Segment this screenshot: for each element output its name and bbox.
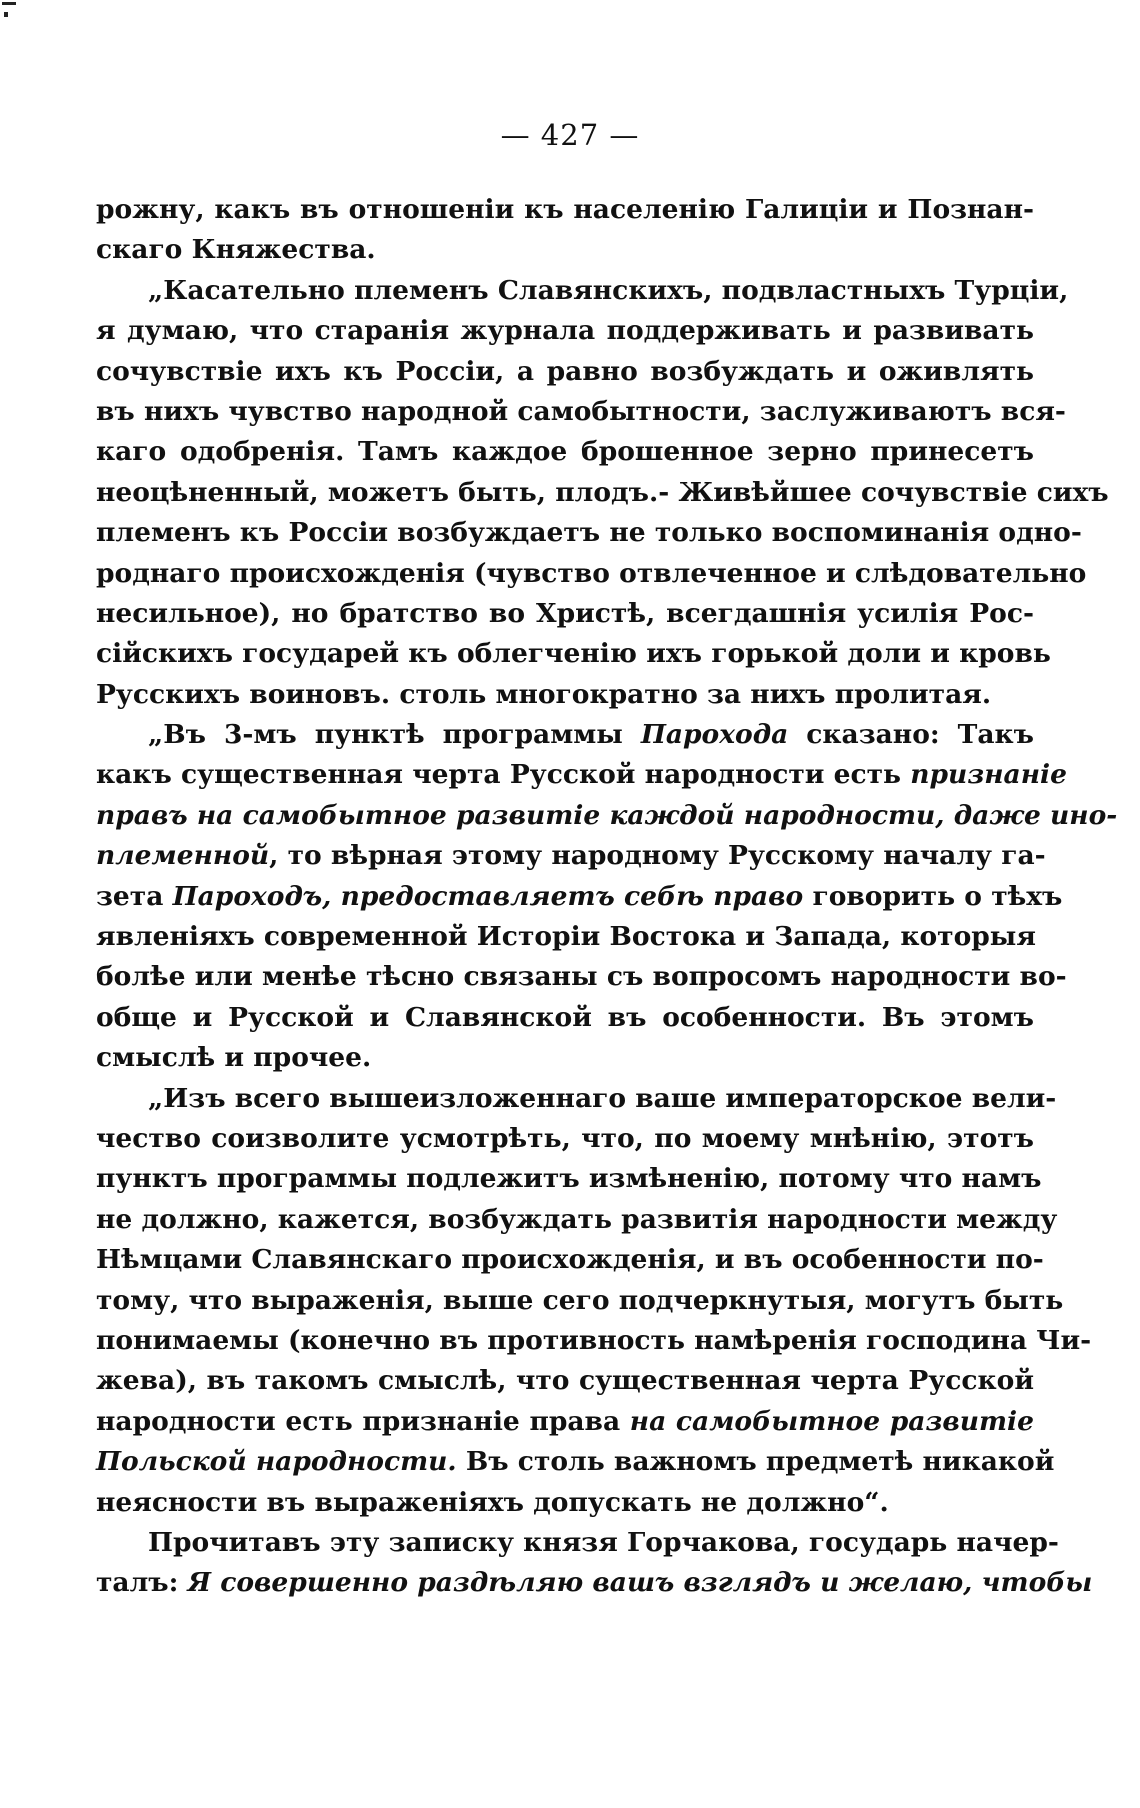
text-run: явленіяхъ современной Исторіи Востока и Запада, которыя — [96, 921, 1036, 953]
text-run: скаго Княжества. — [96, 234, 376, 266]
text-line — [96, 1159, 1042, 1199]
text-line — [96, 432, 1034, 472]
text-line — [96, 473, 1109, 513]
text-line — [96, 594, 1034, 634]
text-line — [96, 877, 1063, 917]
text-run: сійскихъ государей къ облегченію ихъ горькой доли и кровь — [96, 638, 1051, 670]
text-run: неясности въ выраженіяхъ допускать не должно“. — [96, 1486, 889, 1518]
text-line — [96, 1483, 1034, 1523]
text-run: въ нихъ чувство народной самобытности, заслуживаютъ вся- — [96, 395, 1066, 427]
italic-text-run: Я совершенно раздѣляю вашъ взглядъ и желаю, чтобы — [187, 1567, 1093, 1599]
text-run: тому, что выраженія, выше сего подчеркнутыя, могутъ быть — [96, 1284, 1064, 1316]
text-run: Въ столь важномъ предметѣ никакой — [456, 1446, 1055, 1478]
text-run: , то вѣрная этому народному Русскому началу га- — [269, 840, 1046, 872]
scan-speck-top-left-dot — [4, 12, 8, 17]
text-line — [96, 352, 1034, 392]
text-line — [96, 392, 1066, 432]
text-line — [96, 1402, 1034, 1442]
page-number: — 427 — — [500, 118, 640, 152]
text-run: какъ существенная черта Русской народности есть — [96, 759, 911, 791]
text-run: зета — [96, 880, 173, 912]
scan-speck-top-left — [2, 2, 16, 5]
text-run: не должно, кажется, возбуждать развитія народности между — [96, 1203, 1058, 1235]
text-run: Нѣмцами Славянскаго происхожденія, и въ особенности по- — [96, 1244, 1044, 1276]
text-line — [96, 998, 1034, 1038]
text-run: Прочитавъ эту записку князя Горчакова, государь начер- — [148, 1526, 1059, 1558]
text-line — [96, 1523, 1059, 1563]
text-line — [96, 715, 1034, 755]
text-line — [96, 1240, 1044, 1280]
text-line — [96, 836, 1046, 876]
text-run: обще и Русской и Славянской въ особенности. Въ этомъ — [96, 1001, 1034, 1033]
italic-text-run: Пароходъ, предоставляетъ себѣ право — [172, 880, 804, 912]
text-line — [96, 634, 1051, 674]
italic-text-run: Польской народности. — [96, 1446, 457, 1478]
text-run: Русскихъ воиновъ. столь многократно за нихъ пролитая. — [96, 678, 992, 710]
text-run: „Касательно племенъ Славянскихъ, подвластныхъ Турціи, — [148, 274, 1069, 306]
italic-text-run: на самобытное развитіе — [629, 1405, 1034, 1437]
text-line — [96, 1200, 1058, 1240]
text-line — [96, 1442, 1055, 1482]
text-line — [96, 796, 1118, 836]
text-line — [96, 554, 1087, 594]
text-run: я думаю, что старанія журнала поддерживать и развивать — [96, 315, 1034, 347]
text-line — [96, 755, 1067, 795]
text-run: чество соизволите усмотрѣть, что, по моему мнѣнію, этотъ — [96, 1122, 1034, 1154]
text-run: пунктъ программы подлежитъ измѣненію, потому что намъ — [96, 1163, 1042, 1195]
text-line — [96, 1321, 1092, 1361]
text-run: племенъ къ Россіи возбуждаетъ не только воспоминанія одно- — [96, 517, 1082, 549]
text-run: болѣе или менѣе тѣсно связаны съ вопросомъ народности во- — [96, 961, 1067, 993]
text-run: жева), въ такомъ смыслѣ, что существенная черта Русской — [96, 1365, 1034, 1397]
text-run: роднаго происхожденія (чувство отвлеченное и слѣдовательно — [96, 557, 1087, 589]
text-run: каго одобренія. Тамъ каждое брошенное зерно принесетъ — [96, 436, 1034, 468]
italic-text-run: правъ на самобытное развитіе каждой народности, даже ино- — [96, 799, 1118, 831]
text-line — [96, 311, 1034, 351]
page-text — [96, 190, 1118, 1604]
text-run: говорить о тѣхъ — [803, 880, 1063, 912]
text-line — [96, 1079, 1057, 1119]
text-line — [96, 1563, 1093, 1603]
text-line — [96, 230, 1034, 270]
text-run: неоцѣненный, можетъ быть, плодъ.- Живѣйшее сочувствіе сихъ — [96, 476, 1109, 508]
text-line — [96, 1281, 1064, 1321]
text-run: сказано: Такъ — [788, 719, 1035, 751]
text-line — [96, 513, 1082, 553]
text-line — [96, 917, 1034, 957]
text-run: понимаемы (конечно въ противность намѣренія господина Чи- — [96, 1324, 1092, 1356]
text-run: несильное), но братство во Христѣ, всегдашнія усилія Рос- — [96, 597, 1034, 629]
text-line — [96, 675, 1034, 715]
italic-text-run: признаніе — [910, 759, 1067, 791]
text-line — [96, 1361, 1034, 1401]
text-run: народности есть признаніе права — [96, 1405, 630, 1437]
text-line — [96, 1038, 1034, 1078]
text-run: „Изъ всего вышеизложеннаго ваше императорское вели- — [148, 1082, 1057, 1114]
italic-text-run: Парохода — [640, 719, 789, 751]
text-line — [96, 957, 1067, 997]
text-run: смыслѣ и прочее. — [96, 1042, 372, 1074]
text-run: сочувствіе ихъ къ Россіи, а равно возбуждать и оживлять — [96, 355, 1034, 387]
text-line — [96, 190, 1034, 230]
italic-text-run: племенной — [96, 840, 270, 872]
text-run: „Въ 3-мъ пунктѣ программы — [148, 719, 641, 751]
text-run: рожну, какъ въ отношеніи къ населенію Галиціи и Познан- — [96, 194, 1034, 225]
text-line — [96, 1119, 1034, 1159]
text-line — [96, 271, 1069, 311]
text-run: талъ: — [96, 1567, 188, 1599]
